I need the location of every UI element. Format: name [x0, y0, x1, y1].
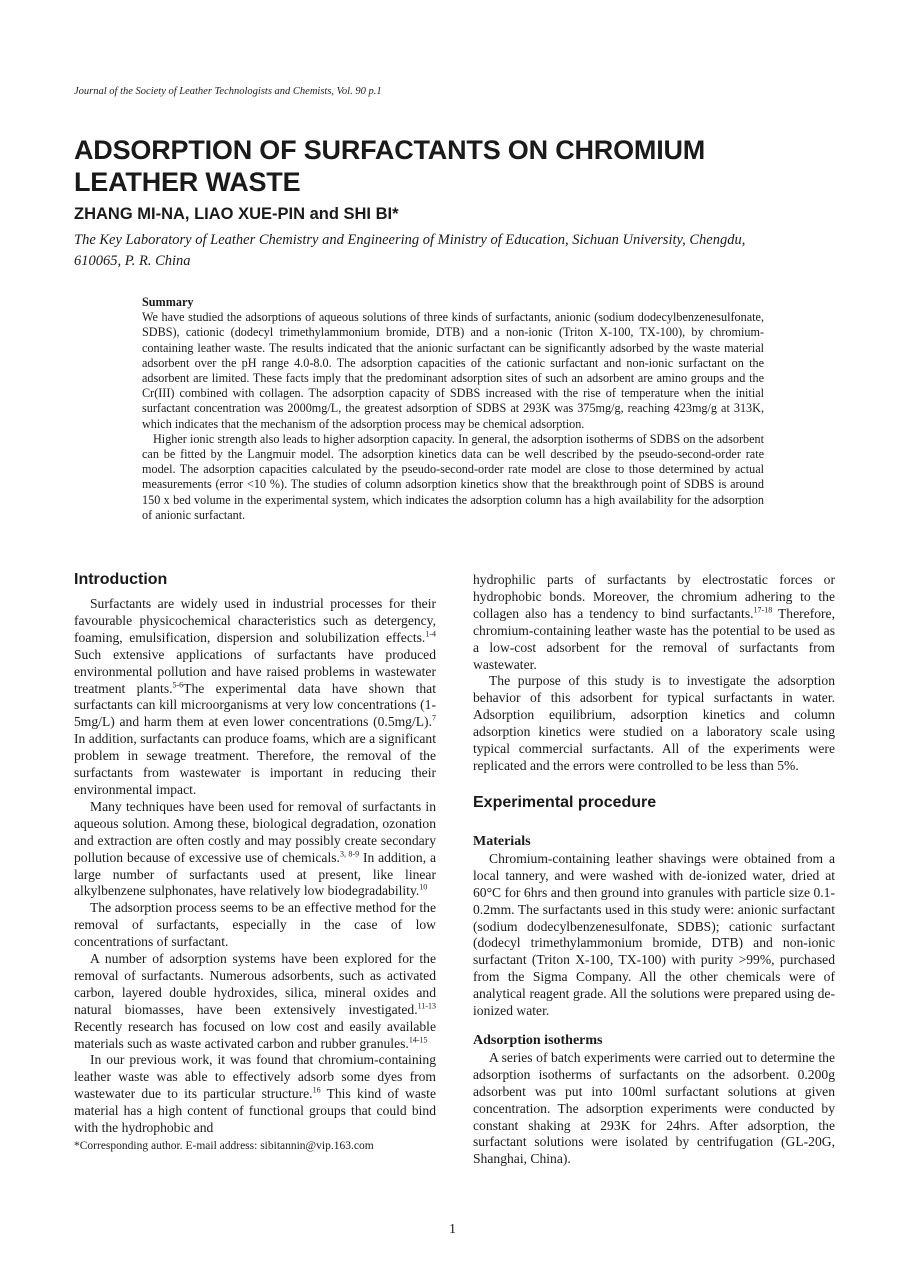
materials-paragraph: Chromium-containing leather shavings were obtained from a local tannery, and were washed with de-ionized water, dried at 60°C for 6hrs and then ground into granules with particle size 0.1-0.2mm. The surfactants used in this study were: anionic surfactant (sodium dodecylbenzenesulfonate, SDBS); cationic surfactant (dodecyl trimethylammonium bromide, DTB) and non-ionic surfactant (Triton X-100, TX-100) with purity >99%, purchased from the Sigma Company. All the other chemicals were of analytical reagent grade. All the solutions were prepared using de-ionized water. — [473, 850, 835, 1019]
text: In addition, surfactants can produce foams, which are a significant problem in sewage treatment. Therefore, the removal of the surfactants from wastewater is important in reducing their environmental impact. — [74, 731, 436, 797]
intro-paragraph-2 — [74, 799, 436, 900]
text: Recently research has focused on low cost and easily available materials such as waste activated carbon and rubber granules. — [74, 1018, 436, 1051]
article-title: ADSORPTION OF SURFACTANTS ON CHROMIUM LEATHER WASTE — [74, 135, 706, 197]
experimental-heading: Experimental procedure — [473, 793, 657, 811]
adsorption-isotherms-paragraph: A series of batch experiments were carried out to determine the adsorption isotherms of surfactants on the adsorbent. 0.200g adsorbent was put into 100ml surfactant solutions at given concentration. The adsorption experiments were conducted by constant shaking at 293K for 24hrs. After adsorption, the surfactant solutions were isolated by centrifugation (GL-20G, Shanghai, China). — [473, 1049, 835, 1167]
intro-paragraph-6: The purpose of this study is to investigate the adsorption behavior of this adsorbent for typical surfactants in water. Adsorption equilibrium, adsorption kinetics and column adsorption kinetics were studied on a laboratory scale using typical commercial surfactants. All of the experiments were replicated and the errors were controlled to be less than 5%. — [473, 673, 835, 773]
intro-continued-paragraph — [473, 572, 835, 673]
summary-heading: Summary — [142, 295, 194, 309]
text: The experimental data have shown that surfactants can kill microorganisms at very low concentrations (1-5mg/L) and harm them at even lower concentrations (0.5mg/L). — [74, 680, 436, 730]
citation: 10 — [419, 882, 428, 892]
intro-paragraph-3: The adsorption process seems to be an effective method for the removal of surfactants, especially in the case of low concentrations of surfactant. — [74, 900, 436, 950]
page-number: 1 — [449, 1222, 456, 1237]
text: This kind of waste material has a high content of functional groups that could bind with the hydrophobic and — [74, 1086, 436, 1136]
citation: 11-13 — [417, 1001, 436, 1011]
text: Many techniques have been used for removal of surfactants in aqueous solution. Among these, biological degradation, ozonation and extraction are often costly and may possibly create secondary pollution because of excessive use of chemicals. — [74, 798, 436, 865]
citation: 7 — [432, 713, 436, 723]
summary-paragraph-2: Higher ionic strength also leads to higher adsorption capacity. In general, the adsorption isotherms of SDBS on the adsorbent can be fitted by the Langmuir model. The adsorption kinetics data can be well described by the pseudo-second-order rate model. The adsorption capacities calculated by the pseudo-second-order rate model are close to those determined by actual measurements (error <10 %). The studies of column adsorption kinetics show that the breakthrough point of SDBS is around 150 x bed volume in the experimental system, which indicates the adsorption column has a high availability for the adsorption of anionic surfactant. — [142, 431, 764, 522]
affiliation: The Key Laboratory of Leather Chemistry and Engineering of Ministry of Education, Sichuan University, Chengdu, 610065, P. R. China — [74, 232, 746, 269]
intro-paragraph-5 — [74, 1052, 436, 1137]
summary-block — [142, 295, 764, 523]
intro-paragraph-1 — [74, 596, 436, 799]
citation: 17-18 — [753, 605, 773, 615]
citation: 14-15 — [408, 1035, 428, 1045]
intro-paragraph-4 — [74, 951, 436, 1052]
left-column — [74, 570, 436, 1153]
text: Such extensive applications of surfactants have produced environmental pollution and have raised problems in wastewater treatment plants. — [74, 646, 436, 696]
citation: 3, 8-9 — [339, 849, 360, 859]
citation: 16 — [312, 1085, 321, 1095]
citation: 1-4 — [425, 629, 436, 639]
authors: ZHANG MI-NA, LIAO XUE-PIN and SHI BI* — [74, 205, 399, 223]
text: A number of adsorption systems have been explored for the removal of surfactants. Numerous adsorbents, such as activated carbon, layered double hydroxides, silica, mineral oxides and natural biomasses, have been extensively investigated. — [74, 951, 436, 1017]
journal-header: Journal of the Society of Leather Technologists and Chemists, Vol. 90 p.1 — [74, 86, 382, 97]
introduction-heading: Introduction — [74, 571, 168, 588]
text: In our previous work, it was found that chromium-containing leather waste was able to effectively adsorb some dyes from wastewater due to its particular structure. — [74, 1052, 436, 1102]
corresponding-author-footnote: *Corresponding author. E-mail address: sibitannin@vip.163.com — [74, 1140, 374, 1152]
text: Therefore, chromium-containing leather waste has the potential to be used as a low-cost adsorbent for the removal of surfactants from wastewater. — [473, 605, 835, 672]
right-column — [473, 572, 835, 1168]
text: hydrophilic parts of surfactants by electrostatic forces or hydrophobic bonds. Moreover, the chromium adhering to the collagen also has a tendency to bind surfactants. — [473, 572, 835, 621]
text: In addition, a large number of surfactants used at present, like linear alkylbenzene sulphonates, have relatively low biodegradability. — [74, 849, 436, 899]
adsorption-isotherms-heading: Adsorption isotherms — [473, 1032, 603, 1048]
summary-paragraph-1: We have studied the adsorptions of aqueous solutions of three kinds of surfactants, anionic (sodium dodecylbenzenesulfonate, SDBS), cationic (dodecyl trimethylammonium bromide, DTB) and a non-ionic (Triton X-100, TX-100), by chromium-containing leather waste. The results indicated that the anionic surfactant can be significantly adsorbed by the waste material adsorbent over the pH range 4.0-8.0. The adsorption capacities of the cationic surfactant and non-ionic surfactant on the adsorbent are limited. These facts imply that the predominant adsorption sites of such an adsorbent are amino groups and the Cr(III) combined with collagen. The adsorption capacity of SDBS increased with the rise of temperature when the initial surfactant concentration was 2000mg/L, the greatest adsorption of SDBS at 293K was 375mg/g, reaching 423mg/g at 313K, which indicates that the mechanism of the adsorption process may be chemical adsorption. — [142, 310, 764, 431]
citation: 5-6 — [172, 680, 184, 689]
materials-heading: Materials — [473, 833, 531, 849]
text: Surfactants are widely used in industrial processes for their favourable physicochemical characteristics such as detergency, foaming, emulsification, dispersion and solubilization effects. — [74, 596, 436, 645]
